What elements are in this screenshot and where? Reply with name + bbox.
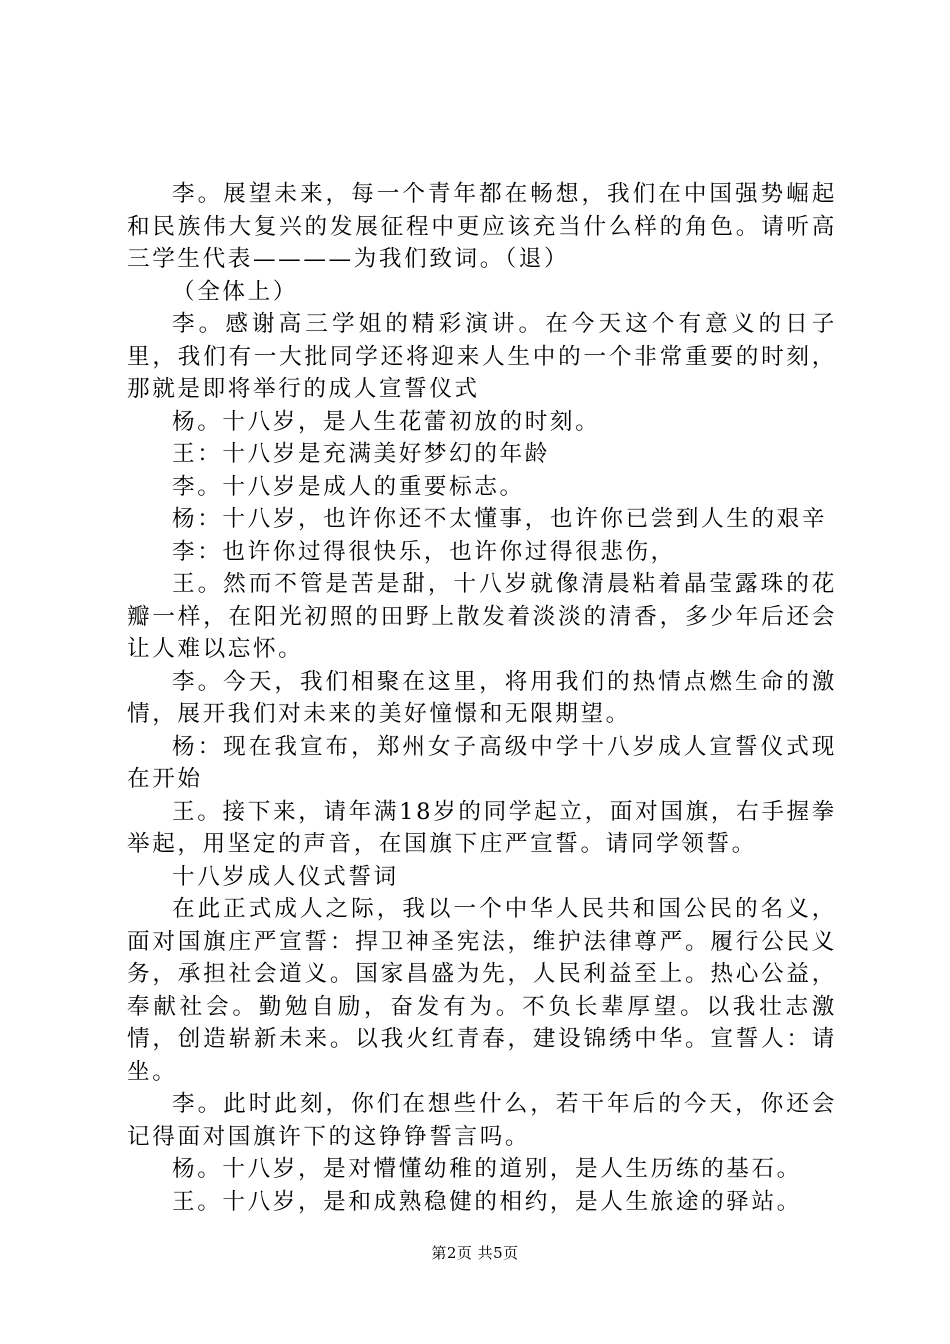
paragraph: 李。感谢高三学姐的精彩演讲。在今天这个有意义的日子里，我们有一大批同学还将迎来人生中的一个非常重要的时刻，那就是即将举行的成人宣誓仪式	[127, 311, 837, 402]
paragraph: 李。十八岁是成人的重要标志。	[172, 473, 525, 500]
paragraph: 李：也许你过得很快乐，也许你过得很悲伤，	[172, 538, 676, 565]
paragraph: 杨。十八岁，是对懵懂幼稚的道别，是人生历练的基石。	[172, 1156, 802, 1182]
oath-title: 十八岁成人仪式誓词	[172, 863, 399, 890]
paragraph: 杨。十八岁，是人生花蕾初放的时刻。	[172, 408, 601, 435]
oath-text: 在此正式成人之际，我以一个中华人民共和国公民的名义，面对国旗庄严宣誓：捍卫神圣宪法，维护法律尊严。履行公民义务，承担社会道义。国家昌盛为先，人民利益至上。热心公益，奉献社会。勤勉自励，奋发有为。不负长辈厚望。以我壮志激情，创造崭新未来。以我火红青春，建设锦绣中华。宣誓人：请坐。	[127, 896, 837, 1085]
paragraph: 李。展望未来，每一个青年都在畅想，我们在中国强势崛起和民族伟大复兴的发展征程中更应该充当什么样的角色。请听高三学生代表————为我们致词。（退）	[127, 181, 837, 272]
page-number-footer: 第2页 共5页	[431, 1244, 519, 1262]
paragraph: 李。今天，我们相聚在这里，将用我们的热情点燃生命的激情，展开我们对未来的美好憧憬和无限期望。	[127, 668, 837, 727]
paragraph: 王。接下来，请年满18岁的同学起立，面对国旗，右手握拳举起，用坚定的声音，在国旗下庄严宣誓。请同学领誓。	[127, 798, 837, 857]
paragraph: （全体上）	[172, 278, 298, 305]
paragraph: 王。然而不管是苦是甜，十八岁就像清晨粘着晶莹露珠的花瓣一样，在阳光初照的田野上散发着淡淡的清香，多少年后还会让人难以忘怀。	[127, 571, 837, 662]
paragraph: 王：十八岁是充满美好梦幻的年龄	[172, 441, 550, 467]
paragraph: 王。十八岁，是和成熟稳健的相约，是人生旅途的驿站。	[172, 1188, 802, 1215]
paragraph: 杨：十八岁，也许你还不太懂事，也许你已尝到人生的艰辛	[172, 506, 828, 532]
paragraph: 杨：现在我宣布，郑州女子高级中学十八岁成人宣誓仪式现在开始	[127, 733, 837, 792]
paragraph: 李。此时此刻，你们在想些什么，若干年后的今天，你还会记得面对国旗许下的这铮铮誓言吗。	[127, 1091, 837, 1150]
document-body	[127, 178, 837, 1218]
